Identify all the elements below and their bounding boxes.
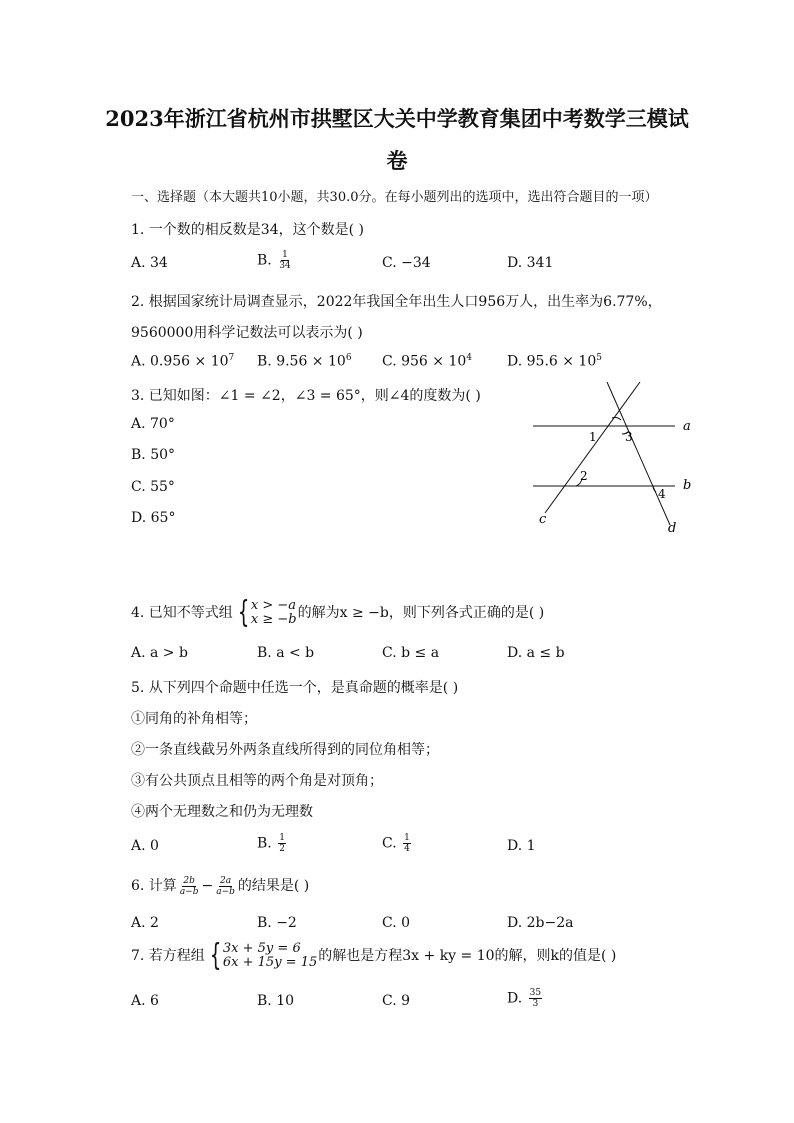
- q6-minus-sign: −: [201, 878, 214, 894]
- label-angle-1: 1: [589, 430, 597, 444]
- q6-stem: [131, 875, 309, 897]
- q1-stem: 1. 一个数的相反数是34，这个数是( ): [131, 222, 364, 238]
- q5-option-c-fraction: [403, 833, 411, 854]
- q2-option-a: [131, 353, 234, 370]
- fraction-numerator: 2b: [183, 875, 195, 886]
- q2-option-b-label: B. 9.56 × 10: [257, 353, 346, 370]
- q2-option-c: [382, 353, 472, 370]
- label-d: d: [668, 521, 677, 536]
- q7-equation-2: 6x + 15y = 15: [222, 955, 318, 970]
- q2-option-d: [507, 353, 602, 370]
- q6-fraction-2: [215, 876, 236, 897]
- q3-option-b: B. 50°: [131, 447, 176, 463]
- q5-option-b: [257, 833, 288, 854]
- q6-stem-prefix: 6. 计算: [131, 878, 177, 894]
- q4-inequality-1: x > −a: [250, 598, 297, 613]
- q4-stem: [131, 595, 545, 630]
- q7-equation-1: 3x + 5y = 6: [222, 941, 301, 956]
- q1-option-b-fraction: [278, 250, 291, 271]
- label-a: a: [683, 419, 691, 434]
- label-angle-4: 4: [658, 487, 666, 501]
- q1-option-c: C. −34: [382, 255, 431, 271]
- q2-option-d-exponent: 5: [596, 353, 602, 363]
- label-c: c: [539, 512, 547, 527]
- fraction-denominator: a−b: [179, 886, 199, 897]
- q7-stem-suffix: 的解也是方程3x + ky = 10的解，则k的值是( ): [318, 948, 617, 964]
- q7-option-d-label: D.: [507, 990, 523, 1007]
- q2-option-c-exponent: 4: [466, 353, 473, 363]
- q7-option-d: [507, 988, 544, 1009]
- q1-option-a: A. 34: [131, 255, 168, 271]
- q5-option-b-fraction: [278, 833, 286, 854]
- q2-option-b-exponent: 6: [345, 353, 352, 363]
- q4-stem-prefix: 4. 已知不等式组: [131, 605, 233, 621]
- q7-stem-prefix: 7. 若方程组: [131, 948, 205, 964]
- fraction-numerator: 2a: [220, 875, 232, 886]
- q2-option-a-exponent: 7: [228, 353, 235, 363]
- q6-fraction-1: [179, 876, 200, 897]
- fraction-denominator: 2: [279, 844, 285, 854]
- line-c: [545, 382, 640, 513]
- q5-item-3: ③有公共顶点且相等的两个角是对顶角；: [131, 773, 383, 789]
- q5-item-1: ①同角的补角相等；: [131, 711, 257, 727]
- q7-option-c: C. 9: [382, 993, 411, 1009]
- q4-option-c: C. b ≤ a: [382, 645, 440, 661]
- page-title-line2: 卷: [386, 148, 408, 173]
- page-title-line1: 2023年浙江省杭州市拱墅区大关中学教育集团中考数学三模试: [105, 106, 689, 131]
- q5-item-2: ②一条直线截另外两条直线所得到的同位角相等；: [131, 742, 439, 758]
- q5-option-d: D. 1: [507, 838, 536, 854]
- q2-option-a-label: A. 0.956 × 10: [131, 353, 229, 370]
- q7-option-d-fraction: [529, 988, 542, 1009]
- q2-option-c-label: C. 956 × 10: [382, 353, 467, 370]
- q4-inequality-system: [234, 595, 297, 630]
- fraction-denominator: 3: [532, 999, 539, 1009]
- q5-item-4: ④两个无理数之和仍为无理数: [131, 804, 313, 820]
- fraction-denominator: a−b: [216, 886, 235, 897]
- fraction-numerator: 1: [279, 833, 285, 843]
- q7-stem: [131, 938, 617, 973]
- q4-stem-suffix: 的解为x ≥ −b，则下列各式正确的是( ): [297, 605, 545, 621]
- q7-equation-system: [206, 938, 318, 973]
- q4-option-d: D. a ≤ b: [507, 645, 565, 661]
- fraction-denominator: 34: [279, 261, 291, 271]
- q2-stem-line1: 2. 根据国家统计局调查显示，2022年我国全年出生人口956万人，出生率为6.77%，: [131, 294, 662, 310]
- fraction-denominator: 4: [404, 844, 410, 854]
- section-header: 一、选择题（本大题共10小题，共30.0分。在每小题列出的选项中，选出符合题目的一项）: [131, 190, 658, 205]
- q3-option-d: D. 65°: [131, 510, 176, 526]
- q4-inequality-2: x ≥ −b: [250, 612, 297, 627]
- q7-option-a: A. 6: [131, 993, 159, 1009]
- q4-option-b: B. a < b: [257, 645, 315, 661]
- q3-geometry-figure: [525, 380, 705, 540]
- label-angle-3: 3: [625, 430, 633, 444]
- q6-option-b: B. −2: [257, 915, 297, 931]
- q6-option-a: A. 2: [131, 915, 159, 931]
- brace-symbol: {: [237, 595, 250, 630]
- q1-option-d: D. 341: [507, 255, 554, 271]
- q6-option-c: C. 0: [382, 915, 411, 931]
- line-d: [607, 382, 670, 525]
- q5-option-b-label: B.: [257, 835, 272, 852]
- q4-option-a: A. a > b: [131, 645, 188, 661]
- fraction-numerator: 35: [529, 988, 542, 998]
- fraction-numerator: 1: [282, 250, 288, 260]
- q5-stem: 5. 从下列四个命题中任选一个，是真命题的概率是( ): [131, 680, 459, 696]
- q3-option-c: C. 55°: [131, 479, 175, 495]
- q5-option-a: A. 0: [131, 838, 159, 854]
- fraction-numerator: 1: [404, 833, 410, 843]
- q1-option-b: [257, 250, 294, 271]
- q3-option-a: A. 70°: [131, 416, 175, 432]
- q5-option-c: [382, 833, 413, 854]
- q6-stem-suffix: 的结果是( ): [237, 878, 310, 894]
- q5-option-c-label: C.: [382, 835, 397, 852]
- q2-stem-line2: 9560000用科学记数法可以表示为( ): [131, 325, 363, 341]
- q3-stem: 3. 已知如图：∠1 = ∠2，∠3 = 65°，则∠4的度数为( ): [131, 388, 481, 404]
- q2-option-d-label: D. 95.6 × 10: [507, 353, 597, 370]
- q7-option-b: B. 10: [257, 993, 295, 1009]
- label-b: b: [683, 478, 692, 493]
- brace-symbol: {: [209, 938, 222, 973]
- q2-option-b: [257, 353, 352, 370]
- q1-option-b-label: B.: [257, 252, 272, 269]
- q6-option-d: D. 2b−2a: [507, 915, 574, 931]
- label-angle-2: 2: [580, 469, 588, 483]
